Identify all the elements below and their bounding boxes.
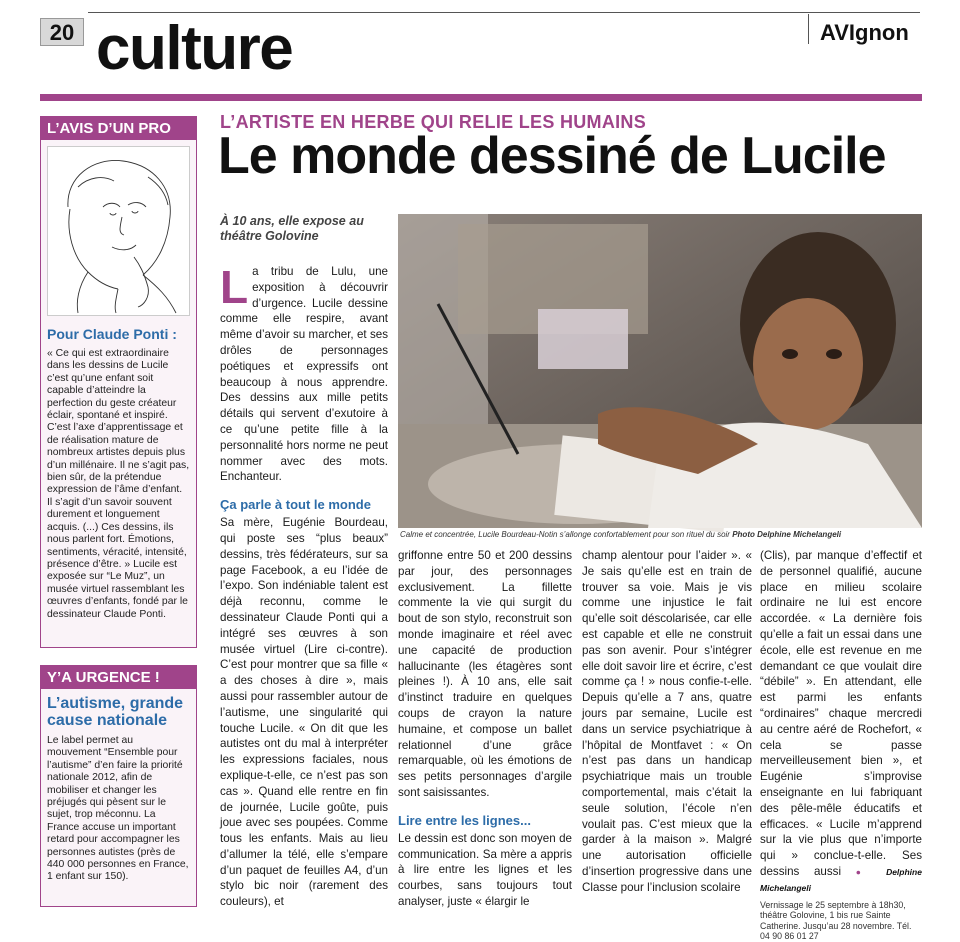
article-paragraph — [220, 261, 388, 485]
article-kicker: L’ARTISTE EN HERBE QUI RELIE LES HUMAINS — [220, 112, 647, 132]
pen-sketch-drawing — [48, 147, 191, 315]
article-paragraph: griffonne entre 50 et 200 dessins par jour, des personnages exclusivement. La fillette commente la vie qui surgit du bout de son stylo, reconstruit son monde imaginaire et réel avec une capacité de production hallucinante (les étagères sont pleines !). À 10 ans, elle sait d’instinct traduire en quelques coups de crayon la nature humaine, et compose un ballet relationnel d’une grâce remarquable, où les émotions de ses petits personnages d’argile sont saisissantes. — [398, 549, 572, 799]
article-paragraph: Sa mère, Eugénie Bourdeau, qui poste ses “plus beaux” dessins, très fédérateurs, sur sa page Facebook, a eu l’idée de l’expo. Son indéniable talent est déjà reconnu, comme le dessinateur Claude Ponti qui a intégré ses œuvres à son musée virtuel (Lire ci-contre). C’est pour montrer que sa fille « a des choses à dire », mais aussi pour rassembler autour de l’autisme, une singularité qui touche Lucile. « On dit que les autistes ont du mal à interpréter les expressions faciales, nous explique-t-elle, ce n’est pas son cas ». Quand elle rentre en fin de journée, Lucile goûte, puis joue avec ses poupées. Comme tous les enfants. Mais au lieu d’allumer la télé, elle s’empare d’un paquet de feuilles A4, d’un stylo bic noir (rarement des couleurs), et — [220, 516, 388, 909]
sidebar-urgence-box — [40, 665, 197, 907]
article-column-2 — [398, 548, 572, 910]
page-number: 20 — [40, 18, 84, 46]
top-rule — [88, 12, 920, 13]
photo-caption — [400, 530, 920, 539]
sketch-illustration — [47, 146, 190, 316]
header-bar — [40, 94, 922, 101]
city-label: AVIgnon — [820, 20, 909, 45]
section-title: culture — [96, 14, 293, 83]
byline-dot-icon: ● — [855, 866, 873, 877]
article-column-1 — [220, 261, 388, 910]
photo-credit: Photo Delphine Michelangeli — [732, 530, 842, 539]
sidebar-pro-heading: L’AVIS D’UN PRO — [41, 117, 196, 140]
article-paragraph — [760, 548, 922, 896]
article-headline: Le monde dessiné de Lucile — [218, 127, 886, 185]
header-divider — [808, 14, 809, 44]
article-paragraph: Le dessin est donc son moyen de communication. Sa mère a appris à lire entre les lignes et les courbes, sans toujours tout analyser, juste « élargir le — [398, 831, 572, 908]
sidebar-urgence-text: Le label permet au mouvement “Ensemble pour l’autisme” d’en faire la priorité nationale 2012, afin de mobiliser et changer les préjugés qui pèsent sur le sujet, trop méconnu. La France accuse un important retard pour accompagner les personnes autistes (près de 440 000 personnes en France, 1 enfant sur 150). — [47, 735, 189, 883]
photo-illustration — [398, 214, 922, 528]
sidebar-pro-box — [40, 116, 197, 648]
article-photo — [398, 214, 922, 528]
subhead-parle: Ça parle à tout le monde — [220, 497, 371, 513]
sidebar-pro-subheading: Pour Claude Ponti : — [47, 326, 177, 342]
closing-text: (Clis), par manque d’effectif et de personnel qualifié, aucune place en milieu scolaire ordinaire ne lui est encore accordée. « La dernière fois qu’elle a fait un essai dans une école, elle est revenue en me demandant ce que voulait dire “débile” ». En attendant, elle est parmi les enfants “ordinaires” chaque mercredi au centre aéré de Rochefort, « cela se passe merveilleusement bien », et Eugénie s’improvise enseignante en lui fabriquant des pêle-mêle éducatifs et efficaces. « Lucile m’apprend sur la vie plus que n’importe qui » conclue-t-elle. Ses dessins aussi — [760, 549, 922, 878]
article-paragraph: champ alentour pour l’aider ». « Je sais qu’elle est en train de trouver sa voie. Mais je vis comme une injustice le fait qu’elle soit déscolarisée, car elle est capable et elle ne construit pas son avenir. Pour s’intégrer elle doit savoir lire et écrire, c’est comme ça ! » nous confie-t-elle. Depuis qu’elle a 7 ans, quatre jours par semaine, Lucile est dans un service psychiatrique à l’hôpital de Montfavet : « On n’est pas dans un handicap psychiatrique mais un trouble comportemental, mais c’était la seule solution, l’école n’en voulait pas. C’est mieux que la garder à la maison ». Malgré une autorisation officielle d’insertion progressive dans une Classe pour l’inclusion scolaire — [582, 549, 752, 894]
byline-author: Delphine Michelangeli — [760, 866, 922, 893]
article-column-4 — [760, 548, 922, 942]
event-info: Vernissage le 25 septembre à 18h30, théâtre Golovine, 1 bis rue Sainte Catherine. Jusqu’au 28 novembre. Tél. 04 90 86 01 27 — [760, 899, 912, 942]
drop-cap: L — [220, 261, 249, 313]
photo-caption-text: Calme et concentrée, Lucile Bourdeau-Notin s’allonge confortablement pour son rituel du soir — [400, 530, 730, 539]
intro-text: a tribu de Lulu, une exposition à découvrir d’urgence. Lucile dessine comme elle respire, avant même d’avoir su marcher, et ses drôles de personnages poétiques et expressifs ont beaucoup à nous apprendre. Des dessins aux mille petits détails qui servent d’exutoire à ce qu’une petite fille à la personnalité hors norme ne peut nommer avec des mots. Enchanteur. — [220, 265, 388, 484]
sidebar-pro-text: « Ce qui est extraordinaire dans les dessins de Lucile c’est qu’une enfant soit capable d’atteindre la perfection du geste créateur éclair, spontané et inspiré. C’est l’axe d’apprentissage et de réalisation mature de nombreux artistes depuis plus d’un millénaire. Il ne s’agit pas, bien sûr, de la prétendue expression de l’âme d’enfant. Il s’agit d’un savoir souvent durement et longuement acquis. (...) Ces dessins, ils nous parlent fort. Émotions, sentiments, véracité, intensité, présence d’être. » Lucile est exposée sur “Le Muz”, un musée virtuel rassemblant les œuvres d’enfants, fondé par le dessinateur Claude Ponti. — [47, 348, 190, 620]
subhead-lignes: Lire entre les lignes... — [398, 812, 531, 828]
sidebar-urgence-subheading: L’autisme, grande cause nationale — [47, 695, 184, 729]
article-lede: À 10 ans, elle expose au théâtre Golovine — [220, 214, 364, 243]
sidebar-urgence-heading: Y’A URGENCE ! — [41, 666, 196, 689]
article-column-3 — [582, 548, 752, 896]
